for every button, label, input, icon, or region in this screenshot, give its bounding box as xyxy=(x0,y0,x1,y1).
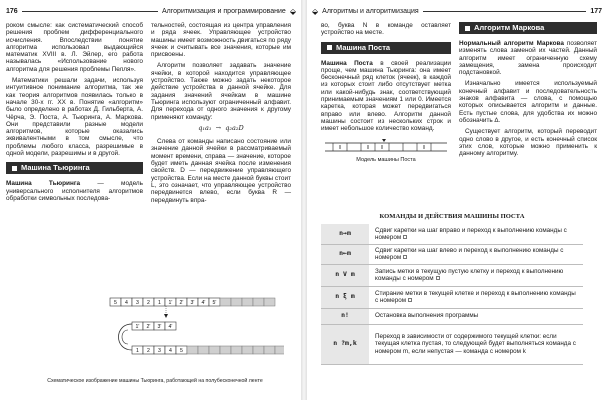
paragraph: во, буква N в команде оставляет устройство на месте. xyxy=(321,22,451,37)
paragraph: Слева от команды написано состояние или значение данной ячейки в рассматриваемый момент времени, справа — значение, которое будет иметь данная ячейка после изменения свойств. D — передвижение управляющего устройства. Если на месте данной буквы стоит L, это означает, что управляющее устройство передвинется влево, если буква R — передвинуть впра- xyxy=(151,138,291,204)
term-bold: Машина Тьюринга xyxy=(6,180,81,188)
paragraph: — модель универсального исполнителя алгоритмов обработки символьных последова- xyxy=(6,180,143,202)
header-rule xyxy=(22,11,158,12)
section-heading-turing: Машина Тьюринга xyxy=(6,162,143,174)
tape-caption: Модель машины Поста xyxy=(356,156,416,163)
left-page-header xyxy=(6,6,296,17)
turing-machine-diagram xyxy=(92,294,284,374)
top-tape-label: 3 xyxy=(136,300,139,306)
left-page xyxy=(0,0,301,400)
top-tape-label: 5' xyxy=(212,300,217,306)
low-tape-label: 2 xyxy=(147,348,150,354)
mid-tape-label: 4' xyxy=(168,324,173,330)
figure-caption: Схематическое изображение машины Тьюринга, работающей на полубесконечной ленте xyxy=(47,378,263,384)
tape-empty-cell xyxy=(209,346,220,354)
tape-empty-cell xyxy=(198,346,209,354)
command-description: Стирание метки в текущей клетке и переход к выполнению команды с номером xyxy=(369,286,583,308)
right-page-header xyxy=(312,6,602,17)
term-bold: Машина Поста xyxy=(321,59,373,67)
tape-fold-curve-inner xyxy=(122,330,128,344)
command-code: n←m xyxy=(321,244,369,264)
top-tape-label: 4 xyxy=(125,300,128,306)
command-description: Сдвиг каретки на шаг вправо и переход к выполнению команды с номером xyxy=(369,224,583,244)
table-row xyxy=(321,244,583,264)
low-tape-label: 5 xyxy=(180,348,183,354)
square-icon xyxy=(465,26,470,31)
square-icon xyxy=(12,166,17,171)
tape-empty-cell xyxy=(264,298,275,306)
table-row xyxy=(321,308,583,324)
command-description: Сдвиг каретки на шаг влево и переход к выполнению команды с номером xyxy=(369,244,583,264)
command-description: Остановка выполнения программы xyxy=(369,308,583,324)
marker-icon xyxy=(403,235,407,239)
tape-empty-cell xyxy=(231,298,242,306)
tape-empty-cell xyxy=(253,346,264,354)
tape-empty-cell xyxy=(220,346,231,354)
table-row xyxy=(321,324,583,364)
top-tape-label: 1 xyxy=(158,300,161,306)
section-heading-post: Машина Поста xyxy=(321,42,451,54)
command-code: n! xyxy=(321,308,369,324)
tape-empty-cell xyxy=(253,298,264,306)
turing-tape-svg xyxy=(92,294,284,374)
header-section-title: Алгоритмы и алгоритмизация xyxy=(322,8,419,15)
command-code: n ?m,k xyxy=(321,324,369,364)
paragraph: Математики решали задачи, используя интуитивное понимание алгоритма, так же как теория алгоритмов появилась только в начале 30-х гг. XX в. Понятие «алгоритм» было определено в работах Д. Гильберта, А. Чёрча, Э. Поста, А. Тьюринга, А. Маркова. Они представили разные модели алгоритмов, которые оказались эквивалентными в том смысле, что проблемы любого класса, разрешимые в одной модели, разрешимы и в другой. xyxy=(6,77,143,158)
paragraph: тельностей, состоящая из центра управления и ряда ячеек. Управляющее устройство машины имеет возможность двигаться по ряду ячеек и считывать все значения, которые им присвоены. xyxy=(151,22,291,59)
top-tape-label: 5 xyxy=(114,300,117,306)
section-heading-markov: Алгоритм Маркова xyxy=(459,22,597,34)
tape-empty-cell xyxy=(275,346,284,354)
square-icon xyxy=(327,45,332,50)
mid-tape-label: 2' xyxy=(146,324,151,330)
tape-empty-cell xyxy=(242,346,253,354)
command-description: Переход в зависимости от содержимого текущей клетки: если текущая клетка пустая, то следующей будет выполняться команда с номером m, если непустая — команда с номером k xyxy=(369,324,583,364)
carriage-pointer-icon xyxy=(382,139,386,142)
head-pointer-icon xyxy=(164,314,168,318)
top-tape-label: 4' xyxy=(201,300,206,306)
tape-empty-cell xyxy=(242,298,253,306)
top-tape-label: 2 xyxy=(147,300,150,306)
page-number: 177 xyxy=(590,8,602,15)
low-tape-label: 3 xyxy=(158,348,161,354)
page-number: 176 xyxy=(6,8,18,15)
commands-table-title: КОМАНДЫ И ДЕЙСТВИЯ МАШИНЫ ПОСТА xyxy=(379,213,525,220)
header-rule xyxy=(423,11,587,12)
command-code: n→m xyxy=(321,224,369,244)
commands-table xyxy=(321,224,583,365)
header-mark-icon: ⬙ xyxy=(289,7,296,16)
tape-empty-cell xyxy=(264,346,275,354)
tape-empty-cell xyxy=(187,346,198,354)
command-code: n V m xyxy=(321,264,369,286)
tape-empty-cell xyxy=(231,346,242,354)
table-row xyxy=(321,224,583,244)
marker-icon xyxy=(408,298,412,302)
paragraph: роком смысле: как систематический способ решения проблем дифференциального исчисления. Впоследствии понятие алгоритма использовал выдающийся математик XVIII в. Л. Эйлер, его работа называлась «Использование нового алгоритма для решения проблемы Пелля». xyxy=(6,22,143,73)
marker-icon xyxy=(436,276,440,280)
turing-command-formula: q₁a₁ → q₂a₂D xyxy=(198,123,244,132)
header-section-title: Алгоритмизация и программирование xyxy=(162,8,286,15)
mid-tape-label: 3' xyxy=(157,324,162,330)
tape-fold-curve xyxy=(119,324,133,350)
paragraph: Алгоритм позволяет задавать значение ячейки, в которой находится управляющее устройство. Также можно задать некоторое действие устройства в данной ячейке. Для задания значений ячейкам в машине Тьюринга используют ограниченный алфавит. Для перехода от одного значения к другому применяют команду: xyxy=(151,62,291,121)
paragraph: позволяет изменять слова заменой их частей. Данный алгоритм имеет ограниченную схему замещения, замена происходит подстановкой. xyxy=(459,40,598,77)
right-column-1 xyxy=(321,22,451,168)
low-tape-label: 1 xyxy=(136,348,139,354)
table-row xyxy=(321,286,583,308)
table-row xyxy=(321,264,583,286)
left-column-1 xyxy=(6,22,143,206)
paragraph: в своей реализации проще, чем машина Тьюринга: она имеет бесконечный ряд клеток (ячеек), в каждой из которых стоит либо отсутствует метка или какой-нибудь знак, соответствующий принимаемым значениям 1 или 0. Имеется каретка, которая может передвигаться вправо или влево. Алгоритм данной машины состоит из нескольких строк и имеет небольшое количество команд. xyxy=(321,59,451,133)
paragraph: Изначально имеется используемый конечный алфавит и последовательность знаков алфавита — слова, с помощью которых описывается алгоритм и данные. Есть пустые слова, для удобства их можно обозначить ∆. xyxy=(459,80,597,124)
left-column-2 xyxy=(151,22,291,208)
low-tape-label: 4 xyxy=(169,348,172,354)
paragraph: Существует алгоритм, который переводит одно слово в другое, и есть конечный список этих слов, которые можно применить к данному алгоритму. xyxy=(459,128,597,158)
top-tape-label: 1' xyxy=(168,300,173,306)
header-mark-icon: ⬙ xyxy=(312,7,319,16)
post-machine-tape xyxy=(321,137,451,155)
mid-tape-label: 1' xyxy=(135,324,140,330)
command-code: n ξ m xyxy=(321,286,369,308)
top-tape-label: 2' xyxy=(179,300,184,306)
term-bold: Нормальный алгоритм Маркова xyxy=(459,40,564,47)
command-description: Запись метки в текущую пустую клетку и переход к выполнению команды с номером xyxy=(369,264,583,286)
tape-empty-cell xyxy=(220,298,231,306)
right-column-2 xyxy=(459,22,597,161)
marker-icon xyxy=(403,255,407,259)
right-page xyxy=(307,0,608,400)
top-tape-label: 3' xyxy=(190,300,195,306)
